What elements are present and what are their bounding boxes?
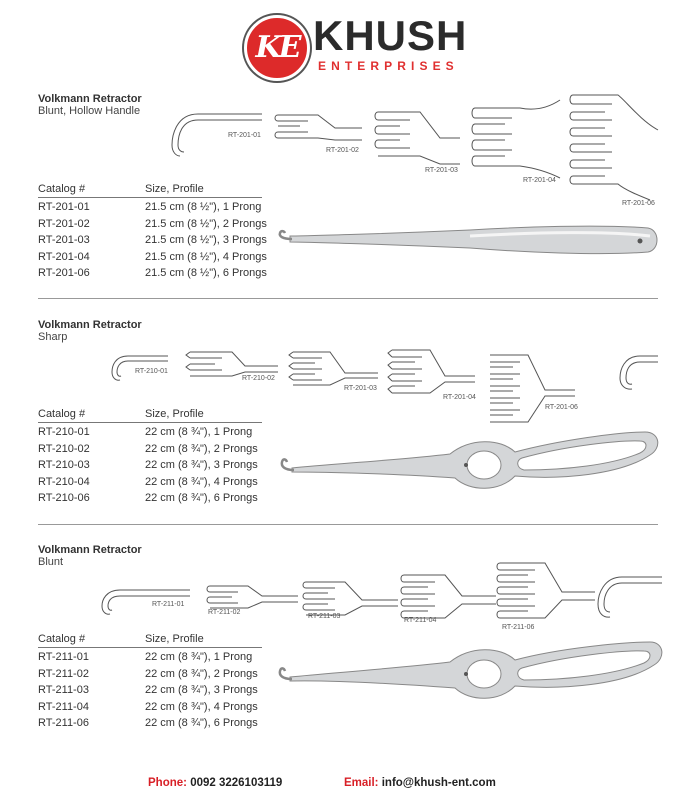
tip-drawing-side-hook: [598, 577, 662, 617]
tip-label: RT-201-06: [545, 404, 578, 411]
email-address[interactable]: info@khush-ent.com: [381, 777, 496, 789]
brand-name: KHUSH: [313, 12, 468, 59]
tip-label: RT-201-04: [523, 177, 556, 184]
catalog-number: RT-201-06: [38, 267, 90, 279]
tip-drawing-3-prongs: [303, 582, 398, 615]
catalog-number: RT-210-04: [38, 475, 90, 488]
catalog-header: Catalog #: [38, 408, 86, 420]
size-header: Size, Profile: [145, 633, 204, 645]
table-row: [38, 715, 268, 732]
size-profile: 21.5 cm (8 ½"), 3 Prongs: [145, 234, 267, 246]
size-profile: 22 cm (8 ¾"), 4 Prongs: [145, 475, 258, 488]
tip-label: RT-211-06: [502, 624, 535, 631]
section-3-subtitle: Blunt: [38, 556, 64, 568]
catalog-number: RT-211-06: [38, 717, 89, 729]
size-profile: 22 cm (8 ¾"), 6 Prongs: [145, 717, 258, 729]
catalog-number: RT-201-04: [38, 250, 90, 263]
catalog-header: Catalog #: [38, 183, 86, 195]
size-profile: 22 cm (8 ¾"), 4 Prongs: [145, 700, 258, 713]
size-profile: 21.5 cm (8 ½"), 1 Prong: [145, 201, 262, 213]
catalog-number: RT-201-01: [38, 201, 90, 213]
section-2-subtitle: Sharp: [38, 331, 68, 343]
size-profile: 22 cm (8 ¾"), 1 Prong: [145, 651, 253, 663]
tip-label: RT-211-02: [208, 609, 241, 616]
brand-subtitle: ENTERPRISES: [318, 59, 459, 73]
size-profile: 22 cm (8 ¾"), 6 Prongs: [145, 492, 258, 504]
catalog-number: RT-201-03: [38, 234, 90, 246]
tip-drawing-4-prongs: [401, 575, 496, 618]
catalog-number: RT-210-01: [38, 426, 90, 438]
size-profile: 21.5 cm (8 ½"), 2 Prongs: [145, 217, 267, 230]
tip-label: RT-201-03: [425, 167, 458, 174]
tip-label: RT-211-04: [404, 617, 437, 624]
catalog-number: RT-210-03: [38, 459, 90, 471]
footer-email: [344, 776, 496, 790]
size-header: Size, Profile: [145, 183, 204, 195]
catalog-header: Catalog #: [38, 633, 86, 645]
table-row: [38, 682, 268, 699]
size-profile: 22 cm (8 ¾"), 3 Prongs: [145, 684, 258, 696]
table-row: [38, 649, 268, 666]
tip-label: RT-211-03: [308, 613, 341, 620]
tip-label: RT-201-01: [228, 132, 261, 139]
size-profile: 22 cm (8 ¾"), 1 Prong: [145, 426, 253, 438]
section-2-title: Volkmann Retractor: [38, 319, 142, 331]
table-header-rule: [38, 647, 262, 648]
tip-label: RT-211-01: [152, 601, 185, 608]
table-row: [38, 666, 268, 683]
tip-label: RT-210-02: [242, 375, 275, 382]
section-1-subtitle: Blunt, Hollow Handle: [38, 105, 141, 117]
size-header: Size, Profile: [145, 408, 204, 420]
catalog-number: RT-210-02: [38, 442, 90, 455]
catalog-number: RT-211-04: [38, 700, 89, 713]
catalog-number: RT-211-02: [38, 667, 89, 680]
tip-label: RT-201-02: [326, 147, 359, 154]
brand-monogram: KE: [255, 30, 299, 65]
ring-handle-retractor-illustration: [280, 642, 662, 698]
tip-label: RT-201-04: [443, 394, 476, 401]
tip-label: RT-201-06: [622, 200, 655, 207]
catalog-table: [38, 649, 268, 732]
catalog-number: RT-211-03: [38, 684, 89, 696]
table-row: [38, 699, 268, 716]
phone-label: Phone:: [148, 777, 187, 789]
catalog-number: RT-201-02: [38, 217, 90, 230]
phone-number[interactable]: 0092 3226103119: [190, 777, 283, 789]
size-profile: 21.5 cm (8 ½"), 6 Prongs: [145, 267, 267, 279]
catalog-number: RT-210-06: [38, 492, 90, 504]
tip-drawing-2-prongs: [207, 586, 298, 608]
section-3-title: Volkmann Retractor: [38, 544, 142, 556]
tip-drawing-6-prongs: [497, 563, 595, 618]
email-label: Email:: [344, 777, 379, 789]
catalog-number: RT-211-01: [38, 651, 89, 663]
size-profile: 22 cm (8 ¾"), 2 Prongs: [145, 667, 258, 680]
footer-phone: [148, 776, 282, 790]
size-profile: 21.5 cm (8 ½"), 4 Prongs: [145, 250, 267, 263]
section-1-title: Volkmann Retractor: [38, 93, 142, 105]
size-profile: 22 cm (8 ¾"), 2 Prongs: [145, 442, 258, 455]
tip-label: RT-201-03: [344, 385, 377, 392]
size-profile: 22 cm (8 ¾"), 3 Prongs: [145, 459, 258, 471]
tip-label: RT-210-01: [135, 368, 168, 375]
